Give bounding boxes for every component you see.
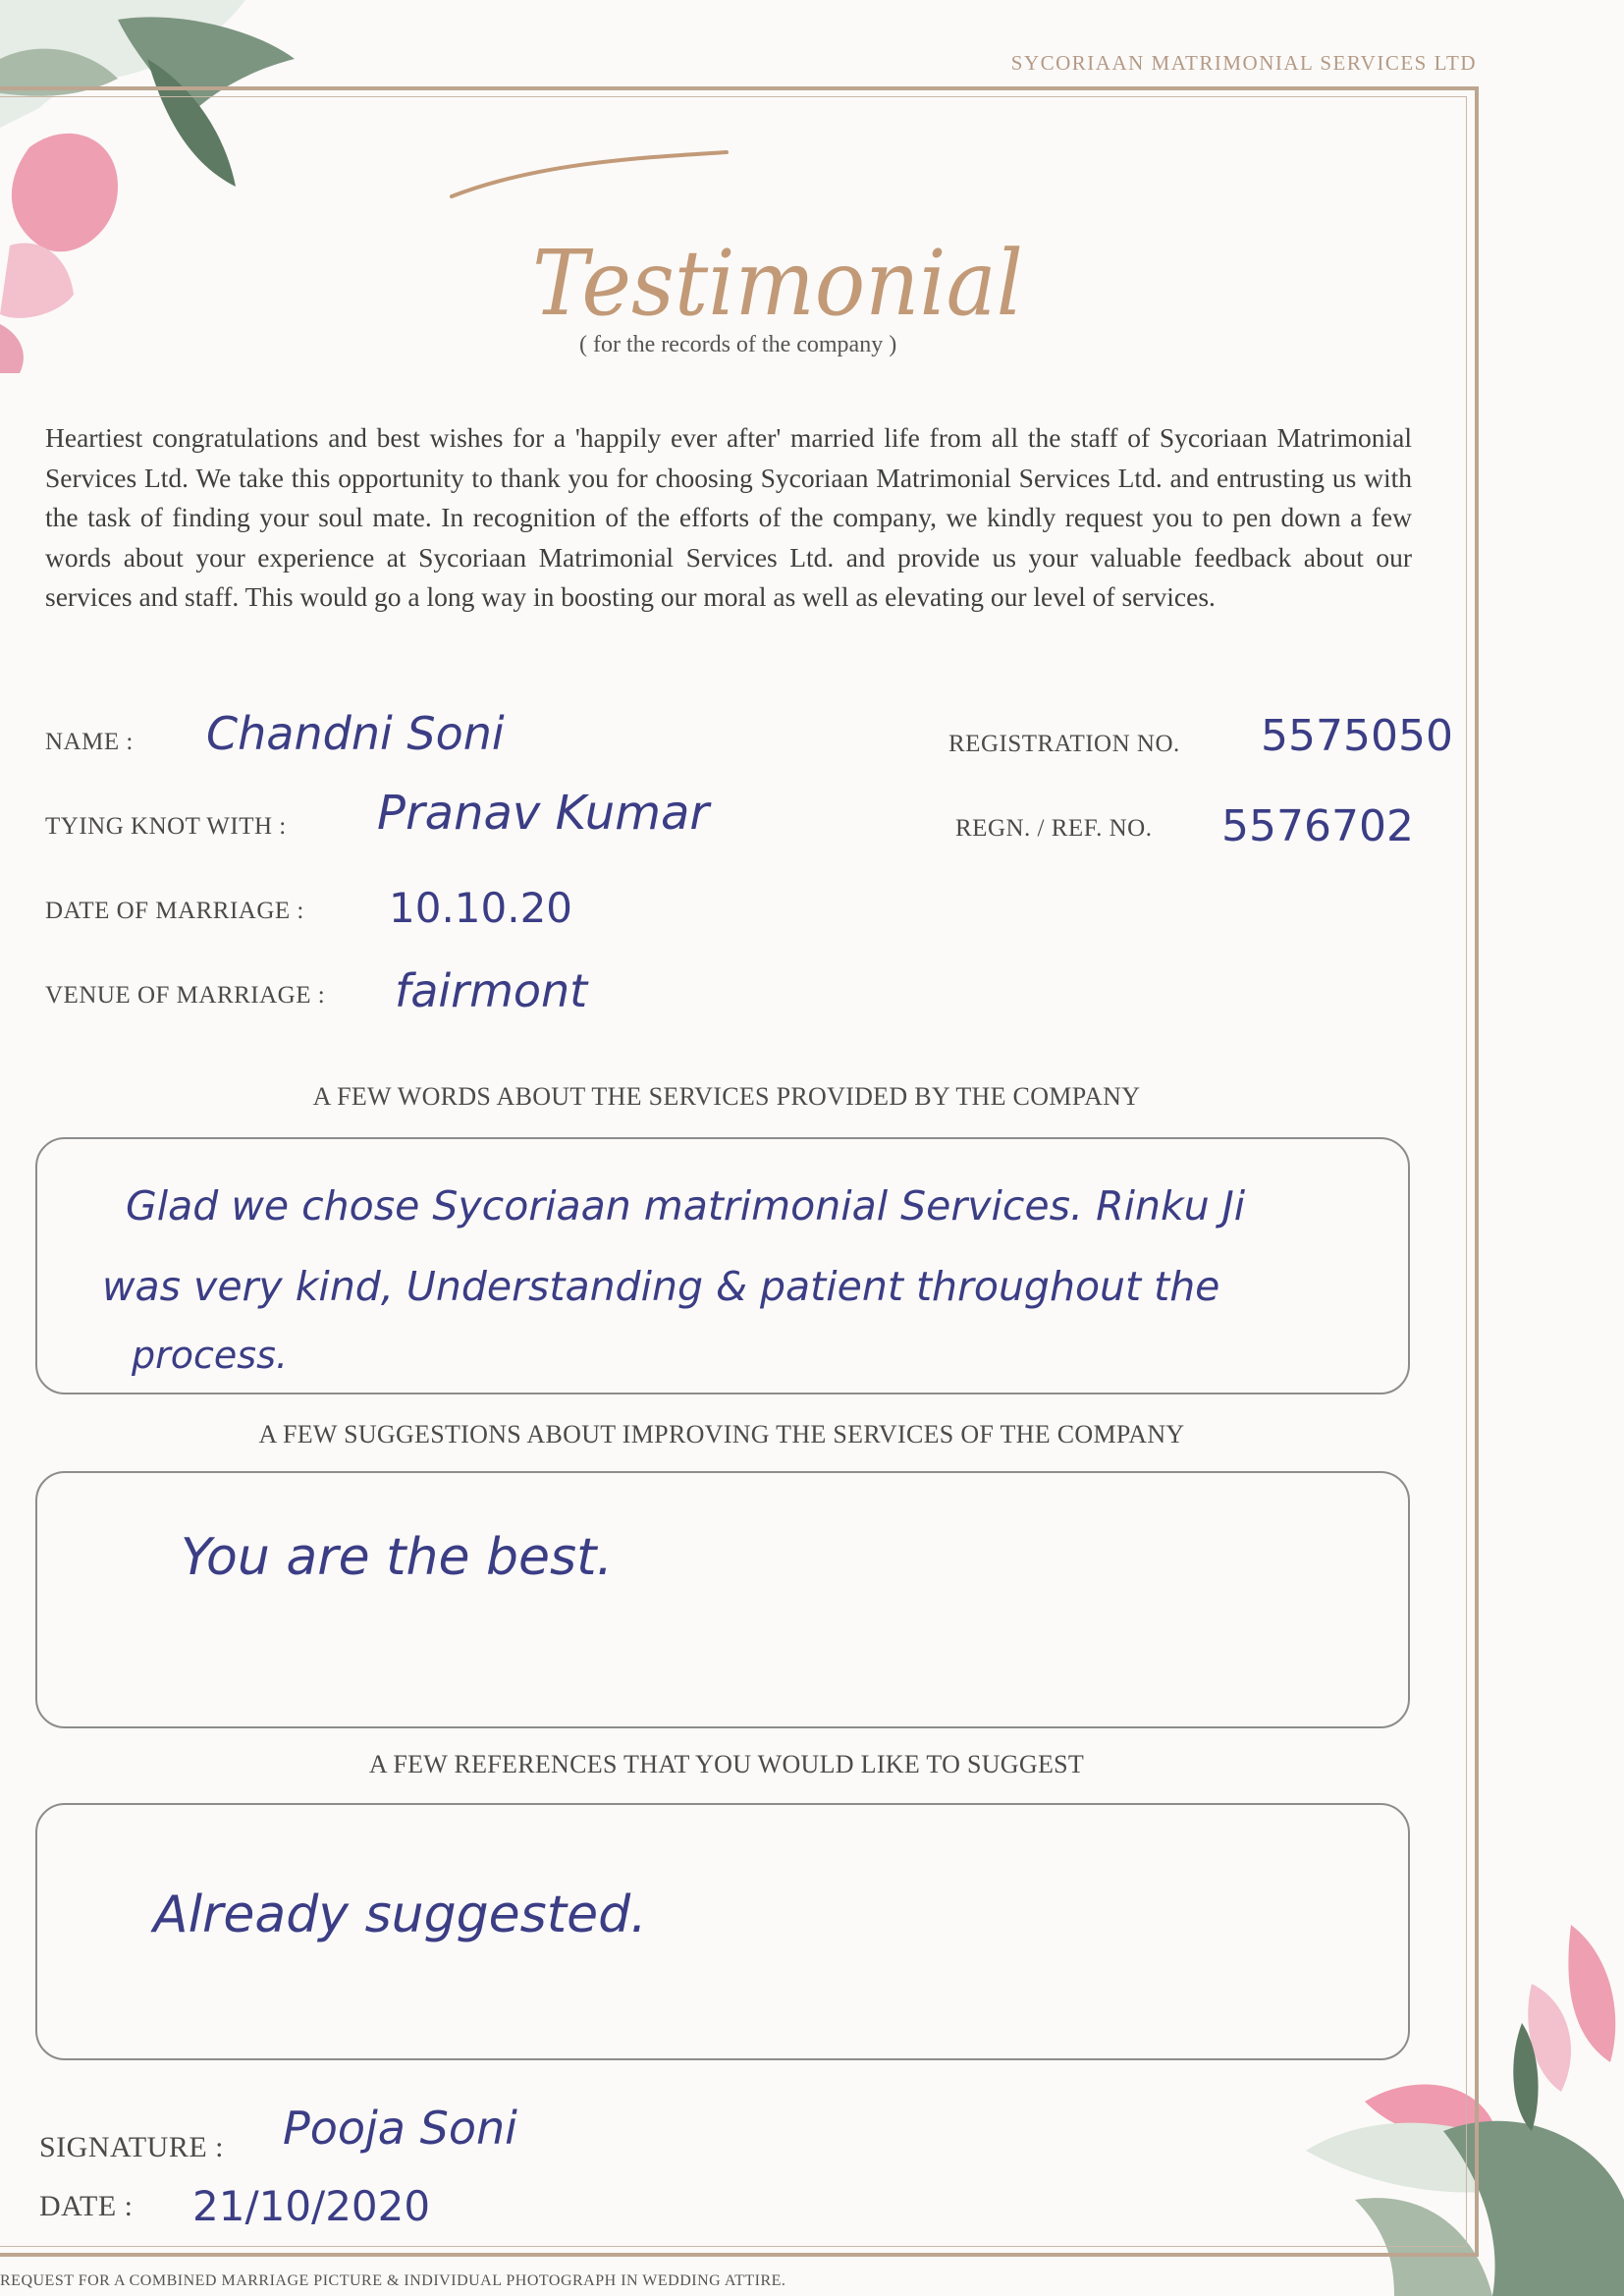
tying-knot-value: Pranav Kumar — [377, 786, 710, 841]
services-feedback-box — [35, 1137, 1410, 1394]
regn-ref-label: REGN. / REF. NO. — [955, 815, 1153, 842]
company-header: SYCORIAAN MATRIMONIAL SERVICES LTD — [1010, 51, 1477, 75]
registration-label: REGISTRATION NO. — [948, 731, 1180, 757]
date-of-marriage-label: DATE OF MARRIAGE : — [45, 898, 304, 924]
name-label: NAME : — [45, 729, 134, 755]
signature-label: SIGNATURE : — [39, 2131, 225, 2163]
page-title-text: Testimonial — [532, 231, 1023, 336]
registration-value: 5575050 — [1261, 711, 1453, 761]
intro-paragraph: Heartiest congratulations and best wishes for a 'happily ever after' married life from all the staff of Sycoriaan Matrimonial Services Ltd. We take this opportunity to thank you for choosing Sycoriaan Matrimonial Services Ltd. and entrusting us with the task of finding your soul mate. In recognition of the efforts of the company, we kindly request you to pen down a few words about your experience at Sycoriaan Matrimonial Services Ltd. and provide us your valuable feedback about our services and staff. This would go a long way in boosting our moral as well as elevating our level of services. — [45, 422, 1412, 612]
venue-of-marriage-value: fairmont — [395, 964, 588, 1017]
date-of-marriage-value: 10.10.20 — [389, 884, 573, 932]
page-subtitle: ( for the records of the company ) — [579, 332, 897, 357]
suggestions-text: You are the best. — [181, 1528, 613, 1587]
references-box — [35, 1803, 1410, 2060]
services-feedback-line-1: Glad we chose Sycoriaan matrimonial Services. Rinku Ji — [126, 1182, 1246, 1230]
services-heading: A FEW WORDS ABOUT THE SERVICES PROVIDED BY THE COMPANY — [312, 1082, 1141, 1111]
references-heading: A FEW REFERENCES THAT YOU WOULD LIKE TO SUGGEST — [368, 1750, 1085, 1778]
signature-date-label: DATE : — [39, 2190, 134, 2222]
signature-value: Pooja Soni — [283, 2102, 517, 2155]
name-value: Chandni Soni — [206, 707, 505, 760]
footer-note: REQUEST FOR A COMBINED MARRIAGE PICTURE & INDIVIDUAL PHOTOGRAPH IN WEDDING ATTIRE. — [0, 2272, 786, 2289]
services-feedback-line-3: process. — [132, 1334, 288, 1377]
venue-of-marriage-label: VENUE OF MARRIAGE : — [45, 982, 326, 1009]
suggestions-heading: A FEW SUGGESTIONS ABOUT IMPROVING THE SERVICES OF THE COMPANY — [258, 1420, 1185, 1449]
regn-ref-value: 5576702 — [1221, 801, 1414, 851]
references-text: Already suggested. — [153, 1886, 647, 1944]
suggestions-box — [35, 1471, 1410, 1728]
tying-knot-label: TYING KNOT WITH : — [45, 813, 287, 840]
services-feedback-line-2: was very kind, Understanding & patient throughout the — [102, 1263, 1220, 1310]
signature-date-value: 21/10/2020 — [192, 2182, 431, 2230]
